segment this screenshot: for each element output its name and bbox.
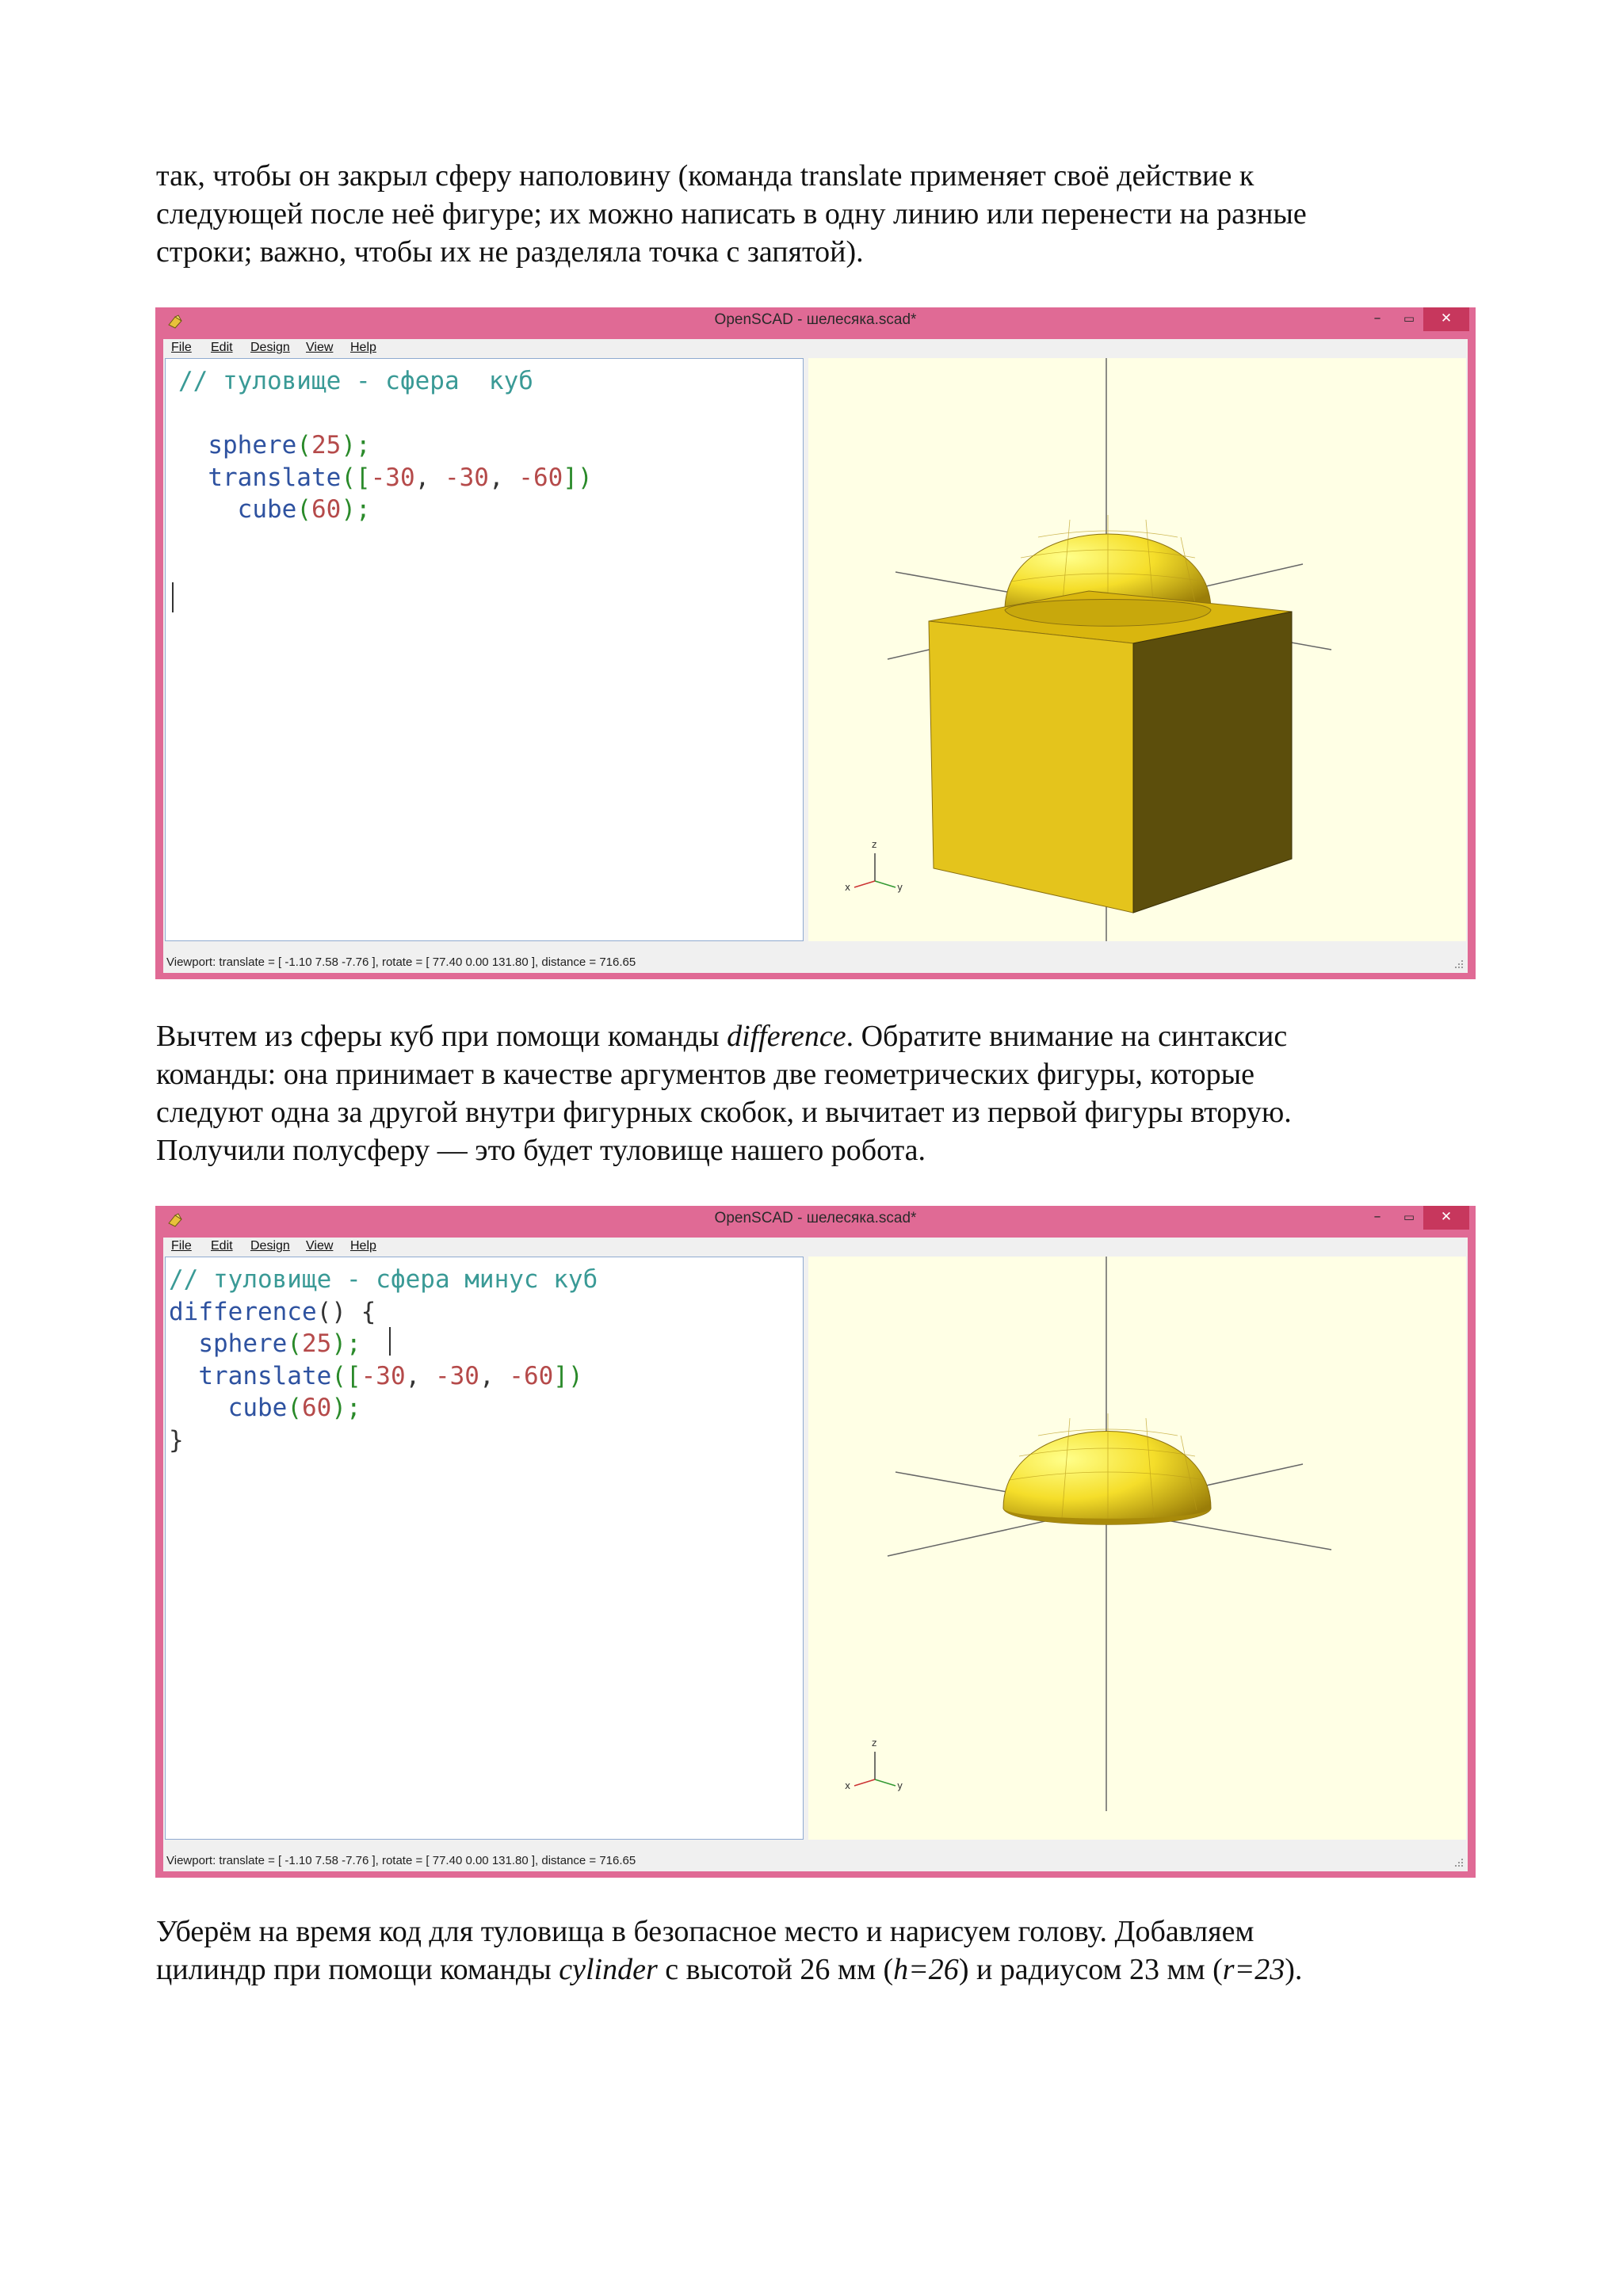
code-token: 60 xyxy=(311,495,342,524)
text-line: следуют одна за другой внутри фигурных скобок, и вычитает из первой фигуры вторую. xyxy=(156,1096,1292,1129)
code-token: -30 xyxy=(434,1361,479,1390)
code-token: -30 xyxy=(444,463,489,492)
paragraph-mid xyxy=(156,1017,1487,1169)
status-bar: Viewport: translate = [ -1.10 7.58 -7.76 ], rotate = [ 77.40 0.00 131.80 ], distance = 716.65 xyxy=(166,1854,636,1867)
minimize-icon[interactable]: – xyxy=(1373,310,1381,326)
code-token: 60 xyxy=(301,1394,332,1422)
paragraph-bottom xyxy=(156,1913,1487,1989)
close-icon[interactable]: ✕ xyxy=(1423,1206,1469,1230)
title-bar[interactable] xyxy=(155,307,1476,336)
code-token: translate xyxy=(208,463,342,492)
text-line: Вычтем из сферы куб при помощи команды difference. Обратите внимание на синтаксис xyxy=(156,1020,1288,1053)
axis-label-x: x xyxy=(845,882,851,893)
text-caret xyxy=(172,582,174,612)
menu-view[interactable]: View xyxy=(306,341,334,354)
axis-label-x: x xyxy=(845,1780,851,1791)
code-token: -60 xyxy=(509,1361,554,1390)
3d-viewport[interactable] xyxy=(808,358,1466,941)
render-view xyxy=(808,358,1466,941)
code-text: // туловище - сфера куб sphere(25); translate([-30, -30, -60]) cube(60); xyxy=(178,367,593,524)
maximize-icon[interactable]: ▭ xyxy=(1403,311,1415,326)
menu-bar xyxy=(163,1238,1468,1255)
menu-design[interactable]: Design xyxy=(250,341,290,354)
emphasis-text: h=26 xyxy=(893,1953,959,1986)
code-comment: // туловище - сфера куб xyxy=(178,367,533,395)
code-token: } xyxy=(169,1425,184,1455)
text-line: строки; важно, чтобы их не разделяла точка с запятой). xyxy=(156,235,864,269)
code-token: 25 xyxy=(301,1329,332,1358)
code-token: () { xyxy=(316,1297,376,1326)
code-token: cube xyxy=(227,1394,288,1422)
code-comment: // туловище - сфера минус куб xyxy=(169,1265,598,1294)
text-line: команды: она принимает в качестве аргументов две геометрических фигуры, которые xyxy=(156,1058,1254,1091)
menu-view[interactable]: View xyxy=(306,1239,334,1253)
emphasis-text: difference xyxy=(727,1020,846,1053)
maximize-icon[interactable]: ▭ xyxy=(1403,1210,1415,1224)
window-title: OpenSCAD - шелесяка.scad* xyxy=(714,1210,917,1226)
axes-gizmo-icon xyxy=(845,1737,903,1791)
text-line: Уберём на время код для туловища в безопасное место и нарисуем голову. Добавляем xyxy=(156,1915,1254,1948)
window-client xyxy=(163,339,1468,973)
close-icon[interactable]: ✕ xyxy=(1423,307,1469,331)
menu-help[interactable]: Help xyxy=(350,341,376,354)
code-editor[interactable] xyxy=(165,358,804,941)
axis-label-z: z xyxy=(872,1737,877,1749)
resize-grip-icon[interactable] xyxy=(1453,1857,1465,1868)
title-bar[interactable] xyxy=(155,1206,1476,1234)
menu-help[interactable]: Help xyxy=(350,1239,376,1253)
code-token: sphere xyxy=(208,431,297,460)
axis-label-y: y xyxy=(897,882,903,893)
window-title: OpenSCAD - шелесяка.scad* xyxy=(714,311,917,328)
text-line: Получили полусферу — это будет туловище нашего робота. xyxy=(156,1134,926,1167)
3d-viewport[interactable] xyxy=(808,1257,1466,1840)
resize-grip-icon[interactable] xyxy=(1453,959,1465,970)
code-token: difference xyxy=(169,1297,317,1326)
window-client xyxy=(163,1238,1468,1871)
cube-front xyxy=(929,621,1133,913)
code-token: -60 xyxy=(518,463,563,492)
status-bar: Viewport: translate = [ -1.10 7.58 -7.76 ], rotate = [ 77.40 0.00 131.80 ], distance = 716.65 xyxy=(166,955,636,969)
emphasis-text: cylinder xyxy=(559,1953,658,1986)
text-line: цилиндр при помощи команды cylinder с высотой 26 мм (h=26) и радиусом 23 мм (r=23). xyxy=(156,1953,1303,1986)
code-token: sphere xyxy=(198,1329,288,1358)
menu-edit[interactable]: Edit xyxy=(211,341,233,354)
menu-edit[interactable]: Edit xyxy=(211,1239,233,1253)
openscad-window-1 xyxy=(155,307,1476,979)
emphasis-text: r=23 xyxy=(1222,1953,1285,1986)
menu-bar xyxy=(163,339,1468,357)
code-token: -30 xyxy=(361,1361,406,1390)
axis-label-y: y xyxy=(897,1780,903,1791)
hemisphere-shape xyxy=(1003,1432,1211,1525)
paragraph-top xyxy=(156,157,1487,271)
cube-side xyxy=(1133,612,1292,913)
axes-gizmo-icon xyxy=(845,839,903,893)
code-token: 25 xyxy=(311,431,342,460)
menu-file[interactable]: File xyxy=(171,1239,192,1253)
menu-file[interactable]: File xyxy=(171,341,192,354)
code-token: -30 xyxy=(370,463,415,492)
code-editor[interactable] xyxy=(165,1257,804,1840)
menu-design[interactable]: Design xyxy=(250,1239,290,1253)
minimize-icon[interactable]: – xyxy=(1373,1208,1381,1225)
code-text: // туловище - сфера минус куб difference() { sphere(25); translate([-30, -30, -60]) cube(60); } xyxy=(169,1265,598,1455)
axis-label-z: z xyxy=(872,839,877,850)
openscad-window-2 xyxy=(155,1206,1476,1878)
text-line: следующей после неё фигуре; их можно написать в одну линию или перенести на разные xyxy=(156,197,1307,231)
code-token: cube xyxy=(237,495,297,524)
text-caret xyxy=(389,1327,391,1356)
code-token: translate xyxy=(198,1361,332,1390)
text-line: так, чтобы он закрыл сферу наполовину (команда translate применяет своё действие к xyxy=(156,159,1254,193)
render-view xyxy=(808,1257,1466,1840)
